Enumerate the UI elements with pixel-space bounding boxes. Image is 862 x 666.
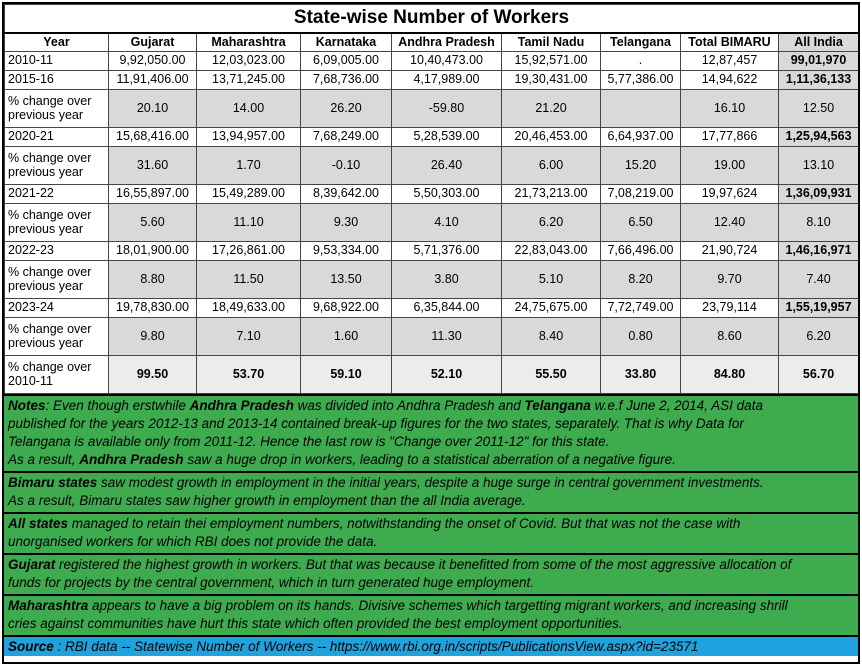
maharashtra-note xyxy=(4,594,858,635)
column-header: Karnataka xyxy=(301,33,392,52)
table-cell: . xyxy=(601,52,681,71)
table-cell: 12,87,457 xyxy=(681,52,779,71)
note-emphasis: Andhra Pradesh xyxy=(189,398,294,413)
table-cell: 14.00 xyxy=(197,90,301,128)
row-label: 2023-24 xyxy=(5,299,109,318)
note-text: appears to have a big problem on its hands. Divisive schemes which targetting migrant workers, and increasing shrill xyxy=(88,598,788,613)
column-header: Total BIMARU xyxy=(681,33,779,52)
table-row xyxy=(5,242,859,261)
table-cell: 1,11,36,133 xyxy=(779,71,859,90)
table-cell: 19,30,431.00 xyxy=(502,71,601,90)
row-label: % change over previous year xyxy=(5,261,109,299)
source-footer xyxy=(4,635,858,656)
table-cell: 1,25,94,563 xyxy=(779,128,859,147)
table-cell: 31.60 xyxy=(109,147,197,185)
note-text: As a result, xyxy=(8,452,80,467)
note-text: unorganised workers for which RBI does not provide the data. xyxy=(8,534,378,549)
table-cell: 21,73,213.00 xyxy=(502,185,601,204)
source-label: Source xyxy=(8,639,54,654)
note-line xyxy=(8,574,854,592)
table-cell: 24,75,675.00 xyxy=(502,299,601,318)
note-line xyxy=(8,515,854,533)
table-cell: 10,40,473.00 xyxy=(392,52,502,71)
table-cell: 20.10 xyxy=(109,90,197,128)
table-cell: 18,49,633.00 xyxy=(197,299,301,318)
table-cell: 9,53,334.00 xyxy=(301,242,392,261)
table-cell: 7.10 xyxy=(197,318,301,356)
table-cell: 53.70 xyxy=(197,356,301,394)
table-cell: 17,77,866 xyxy=(681,128,779,147)
table-row xyxy=(5,356,859,394)
table-cell: 21.20 xyxy=(502,90,601,128)
table-cell: 1,36,09,931 xyxy=(779,185,859,204)
note-line xyxy=(8,615,854,633)
note-line xyxy=(8,415,854,433)
table-cell: 5,71,376.00 xyxy=(392,242,502,261)
document-frame xyxy=(2,2,860,664)
table-cell: 1.60 xyxy=(301,318,392,356)
table-cell: 14,94,622 xyxy=(681,71,779,90)
table-cell: 26.20 xyxy=(301,90,392,128)
table-row xyxy=(5,147,859,185)
table-cell: 5,77,386.00 xyxy=(601,71,681,90)
table-cell: 12,03,023.00 xyxy=(197,52,301,71)
table-cell: 15.20 xyxy=(601,147,681,185)
table-row xyxy=(5,52,859,71)
table-cell: 6.00 xyxy=(502,147,601,185)
table-cell: 9,92,050.00 xyxy=(109,52,197,71)
table-row xyxy=(5,204,859,242)
table-cell: 11.10 xyxy=(197,204,301,242)
table-cell: 8,39,642.00 xyxy=(301,185,392,204)
table-cell: 6,35,844.00 xyxy=(392,299,502,318)
table-row xyxy=(5,128,859,147)
table-cell: 99.50 xyxy=(109,356,197,394)
table-cell: 12.40 xyxy=(681,204,779,242)
table-cell: 7,08,219.00 xyxy=(601,185,681,204)
table-cell: 9.70 xyxy=(681,261,779,299)
note-line xyxy=(8,533,854,551)
table-cell: 23,79,114 xyxy=(681,299,779,318)
table-cell: 26.40 xyxy=(392,147,502,185)
bimaru-note xyxy=(4,471,858,512)
note-emphasis: Telangana xyxy=(524,398,591,413)
table-cell: 8.80 xyxy=(109,261,197,299)
table-cell: -59.80 xyxy=(392,90,502,128)
note-line xyxy=(8,556,854,574)
table-cell: 9.80 xyxy=(109,318,197,356)
note-emphasis: All states xyxy=(8,516,69,531)
table-cell: 59.10 xyxy=(301,356,392,394)
table-cell: 8.40 xyxy=(502,318,601,356)
row-label: 2021-22 xyxy=(5,185,109,204)
note-text: As a result, Bimaru states saw higher growth in employment than the all India average. xyxy=(8,493,526,508)
table-cell: 5,50,303.00 xyxy=(392,185,502,204)
table-cell: 5,28,539.00 xyxy=(392,128,502,147)
table-row xyxy=(5,261,859,299)
table-cell: 19.00 xyxy=(681,147,779,185)
table-cell: 5.60 xyxy=(109,204,197,242)
note-line xyxy=(8,433,854,451)
table-cell: 22,83,043.00 xyxy=(502,242,601,261)
table-cell: 15,49,289.00 xyxy=(197,185,301,204)
note-line xyxy=(8,451,854,469)
table-cell: 7,68,736.00 xyxy=(301,71,392,90)
table-cell: 84.80 xyxy=(681,356,779,394)
table-cell: 4,17,989.00 xyxy=(392,71,502,90)
row-label: 2022-23 xyxy=(5,242,109,261)
row-label: 2020-21 xyxy=(5,128,109,147)
note-text: saw modest growth in employment in the initial years, despite a huge surge in central government investments. xyxy=(97,475,764,490)
note-text: funds for projects by the central government, which in turn generated huge employment. xyxy=(8,575,535,590)
table-row xyxy=(5,299,859,318)
table-cell: 15,68,416.00 xyxy=(109,128,197,147)
all-states-note xyxy=(4,512,858,553)
header-row xyxy=(5,33,859,52)
table-cell: 15,92,571.00 xyxy=(502,52,601,71)
column-header: Telangana xyxy=(601,33,681,52)
row-label: % change over previous year xyxy=(5,204,109,242)
table-row xyxy=(5,71,859,90)
note-text: published for the years 2012-13 and 2013-14 contained break-up figures for the two states, separately. That is why Data for xyxy=(8,416,744,431)
table-cell: 21,90,724 xyxy=(681,242,779,261)
table-cell: 17,26,861.00 xyxy=(197,242,301,261)
note-line xyxy=(8,597,854,615)
table-cell: 6.50 xyxy=(601,204,681,242)
note-text: cries against communities have hurt this state which often provided the best employment opportunities. xyxy=(8,616,623,631)
table-cell: 5.10 xyxy=(502,261,601,299)
table-cell: 0.80 xyxy=(601,318,681,356)
table-cell: 9.30 xyxy=(301,204,392,242)
row-label: 2015-16 xyxy=(5,71,109,90)
note-emphasis: Andhra Pradesh xyxy=(79,452,184,467)
table-row xyxy=(5,185,859,204)
gujarat-note xyxy=(4,553,858,594)
table-cell: 3.80 xyxy=(392,261,502,299)
table-cell: 13.10 xyxy=(779,147,859,185)
table-cell: 4.10 xyxy=(392,204,502,242)
table-cell: -0.10 xyxy=(301,147,392,185)
table-cell: 6,09,005.00 xyxy=(301,52,392,71)
table-cell: 52.10 xyxy=(392,356,502,394)
table-cell: 9,68,922.00 xyxy=(301,299,392,318)
table-row xyxy=(5,318,859,356)
column-header: Tamil Nadu xyxy=(502,33,601,52)
table-cell: 11.30 xyxy=(392,318,502,356)
source-text: : RBI data -- Statewise Number of Workers -- https://www.rbi.org.in/scripts/PublicationsView.aspx?id=23571 xyxy=(53,639,699,654)
table-cell: 1.70 xyxy=(197,147,301,185)
table-cell: 19,97,624 xyxy=(681,185,779,204)
table-cell: 19,78,830.00 xyxy=(109,299,197,318)
row-label: % change over 2010-11 xyxy=(5,356,109,394)
table-cell: 8.60 xyxy=(681,318,779,356)
table-cell: 1,55,19,957 xyxy=(779,299,859,318)
table-cell: 11,91,406.00 xyxy=(109,71,197,90)
table-cell: 16.10 xyxy=(681,90,779,128)
table-cell: 6,64,937.00 xyxy=(601,128,681,147)
table-cell xyxy=(601,90,681,128)
table-cell: 13,94,957.00 xyxy=(197,128,301,147)
note-line xyxy=(8,397,854,415)
table-cell: 13.50 xyxy=(301,261,392,299)
table-cell: 20,46,453.00 xyxy=(502,128,601,147)
note-text: Telangana is available only from 2011-12. Hence the last row is "Change over 2011-12" for this state. xyxy=(8,434,610,449)
table-cell: 11.50 xyxy=(197,261,301,299)
table-cell: 33.80 xyxy=(601,356,681,394)
column-header: All India xyxy=(779,33,859,52)
note-line xyxy=(8,474,854,492)
column-header: Gujarat xyxy=(109,33,197,52)
note-emphasis: Maharashtra xyxy=(8,598,89,613)
row-label: 2010-11 xyxy=(5,52,109,71)
table-cell: 8.10 xyxy=(779,204,859,242)
notes-section xyxy=(4,394,858,635)
note-text: w.e.f June 2, 2014, ASI data xyxy=(590,398,763,413)
row-label: % change over previous year xyxy=(5,90,109,128)
table-cell: 1,46,16,971 xyxy=(779,242,859,261)
row-label: % change over previous year xyxy=(5,147,109,185)
table-cell: 6.20 xyxy=(779,318,859,356)
table-cell: 13,71,245.00 xyxy=(197,71,301,90)
table-title: State-wise Number of Workers xyxy=(5,5,859,34)
row-label: % change over previous year xyxy=(5,318,109,356)
note-text: managed to retain thei employment numbers, notwithstanding the onset of Covid. But that was not the case with xyxy=(68,516,741,531)
note-text: : Even though erstwhile xyxy=(45,398,190,413)
note-text: registered the highest growth in workers. But that was because it benefitted from some of the most aggressive allocation of xyxy=(55,557,792,572)
note-text: was divided into Andhra Pradesh and xyxy=(293,398,525,413)
note-emphasis: Notes xyxy=(8,398,46,413)
table-cell: 56.70 xyxy=(779,356,859,394)
note-line xyxy=(8,492,854,510)
column-header: Maharashtra xyxy=(197,33,301,52)
workers-table xyxy=(4,4,859,394)
table-cell: 7.40 xyxy=(779,261,859,299)
table-cell: 6.20 xyxy=(502,204,601,242)
table-cell: 8.20 xyxy=(601,261,681,299)
table-cell: 12.50 xyxy=(779,90,859,128)
note-text: saw a huge drop in workers, leading to a statistical aberration of a negative figure. xyxy=(183,452,676,467)
table-cell: 55.50 xyxy=(502,356,601,394)
column-header: Andhra Pradesh xyxy=(392,33,502,52)
table-cell: 16,55,897.00 xyxy=(109,185,197,204)
table-cell: 99,01,970 xyxy=(779,52,859,71)
column-header: Year xyxy=(5,33,109,52)
table-cell: 18,01,900.00 xyxy=(109,242,197,261)
table-cell: 7,66,496.00 xyxy=(601,242,681,261)
table-cell: 7,68,249.00 xyxy=(301,128,392,147)
table-row xyxy=(5,90,859,128)
notes-block xyxy=(4,394,858,471)
note-emphasis: Gujarat xyxy=(8,557,56,572)
note-emphasis: Bimaru states xyxy=(8,475,98,490)
table-cell: 7,72,749.00 xyxy=(601,299,681,318)
